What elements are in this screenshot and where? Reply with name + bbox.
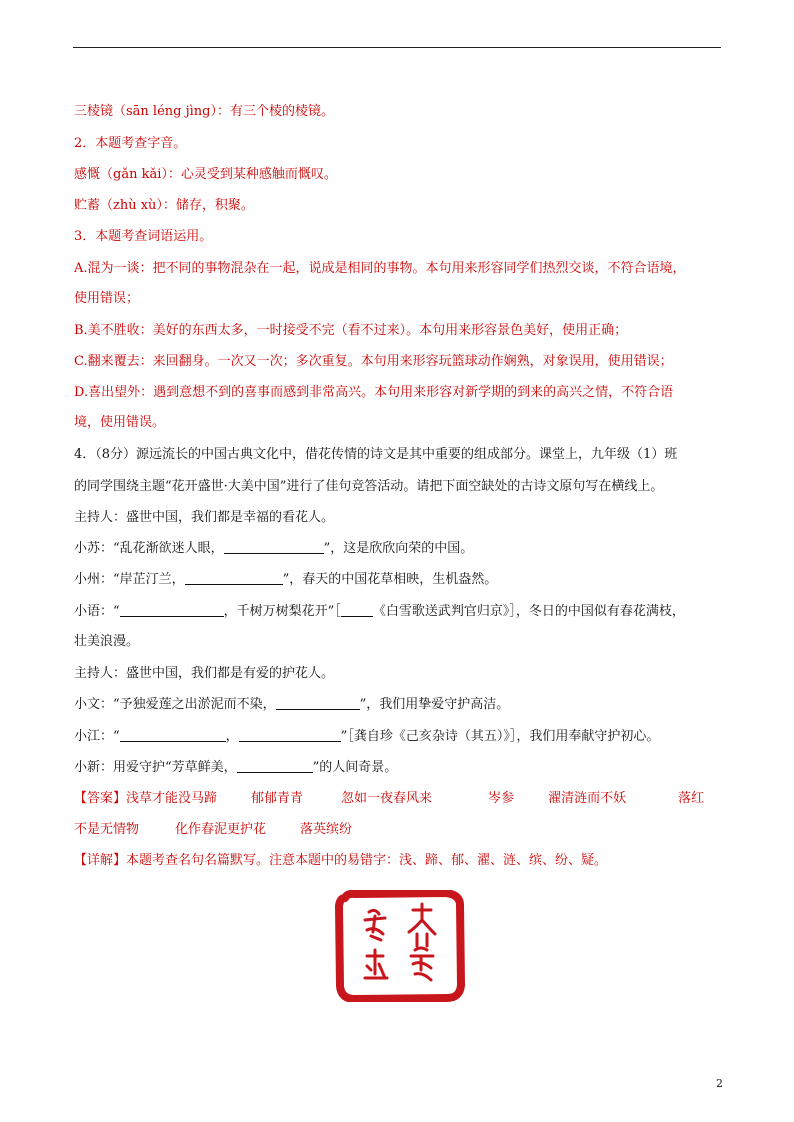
blank-7 <box>239 728 341 742</box>
answer-item: 不是无情物 <box>74 822 140 837</box>
xin-text-b: ”的人间奇景。 <box>312 760 398 775</box>
question-intro-1: 4．（8分）源远流长的中国古典文化中，借花传情的诗文是其中重要的组成部分。课堂上，九年级（1）班 <box>74 447 678 462</box>
page-number: 2 <box>716 1077 723 1090</box>
blank-3 <box>120 603 224 617</box>
host-line-2: 主持人：盛世中国，我们都是有爱的护花人。 <box>74 666 335 681</box>
host-line-1: 主持人：盛世中国，我们都是幸福的看花人。 <box>74 510 335 525</box>
blank-8 <box>237 759 313 773</box>
answer-item: 化作春泥更护花 <box>175 822 267 837</box>
su-line <box>74 540 724 558</box>
answer-row-2 <box>74 821 724 839</box>
detail-label: 【详解】 <box>74 853 127 868</box>
answer-item: 忽如一夜春风来 <box>341 791 433 806</box>
wen-line <box>74 696 724 714</box>
answer-line-1: 三棱镜（sān léng jìng）：有三个棱的棱镜。 <box>74 104 334 119</box>
answer-item: 浅草才能没马蹄 <box>126 791 218 806</box>
answer-line-2: 2．本题考查字音。 <box>74 136 187 151</box>
blank-1 <box>224 540 324 554</box>
jiang-text-c: ”［龚自珍《己亥杂诗（其五）》］，我们用奉献守护初心。 <box>340 729 660 744</box>
answer-item: 落英缤纷 <box>300 822 353 837</box>
wen-text-a: 小文：“予独爱莲之出淤泥而不染， <box>74 697 276 712</box>
answer-line-4: 贮蓄（zhù xù）：储存，积聚。 <box>74 198 254 213</box>
yu-text-b: ，千树万树梨花开”［ <box>223 604 341 619</box>
blank-5 <box>276 696 360 710</box>
detail-text: 本题考查名句名篇默写。注意本题中的易错字：浅、蹄、郁、濯、涟、缤、纷、疑。 <box>126 853 608 868</box>
su-text-b: ”，这是欣欣向荣的中国。 <box>323 541 474 556</box>
answer-item: 岑参 <box>488 791 515 806</box>
blank-4 <box>341 603 373 617</box>
question-intro-2: 的同学围绕主题“花开盛世·大美中国”进行了佳句竞答活动。请把下面空缺处的古诗文原句写在横线上。 <box>74 479 664 494</box>
yu-line-cont: 壮美浪漫。 <box>74 634 140 649</box>
answer-item: 落红 <box>678 791 705 806</box>
answer-line-11: 境，使用错误。 <box>74 415 166 430</box>
answer-line-8: B.美不胜收：美好的东西太多，一时接受不完（看不过来）。本句用来形容景色美好，使用正确； <box>74 323 628 338</box>
header-rule <box>73 47 721 48</box>
wen-text-b: ”，我们用挚爱守护高洁。 <box>359 697 510 712</box>
answer-label: 【答案】 <box>74 791 127 806</box>
zhou-text-a: 小州：“岸芷汀兰， <box>74 572 185 587</box>
answer-line-10: D.喜出望外：遇到意想不到的喜事而感到非常高兴。本句用来形容对新学期的到来的高兴之情，不符合语 <box>74 385 674 400</box>
xin-text-a: 小新：用爱守护“芳草鲜美， <box>74 760 237 775</box>
jiang-text-a: 小江：“ <box>74 729 120 744</box>
blank-6 <box>120 728 226 742</box>
xin-line <box>74 759 724 777</box>
yu-line <box>74 603 724 621</box>
yu-text-a: 小语：“ <box>74 604 120 619</box>
answer-row-1 <box>74 790 724 808</box>
answer-line-3: 感慨（gǎn kǎi）：心灵受到某种感触而慨叹。 <box>74 167 337 182</box>
detail-line <box>74 852 724 870</box>
zhou-text-b: ”，春天的中国花草相映，生机盎然。 <box>282 572 498 587</box>
answer-line-9: C.翻来覆去：来回翻身。一次又一次；多次重复。本句用来形容玩篮球动作娴熟，对象误用，使用错误； <box>74 354 673 369</box>
zhou-line <box>74 571 724 589</box>
blank-2 <box>185 571 283 585</box>
yu-text-c: 《白雪歌送武判官归京》］，冬日的中国似有春花满枝， <box>372 604 685 619</box>
answer-line-6: A.混为一谈：把不同的事物混杂在一起，说成是相同的事物。本句用来形容同学们热烈交谈，不符合语境， <box>74 261 686 276</box>
answer-item: 濯清涟而不妖 <box>548 791 627 806</box>
seal-stamp-icon <box>335 890 465 1002</box>
jiang-text-b: ， <box>225 729 239 744</box>
answer-line-5: 3．本题考查词语运用。 <box>74 229 213 244</box>
su-text-a: 小苏：“乱花渐欲迷人眼， <box>74 541 224 556</box>
answer-item: 郁郁青青 <box>251 791 304 806</box>
answer-line-7: 使用错误； <box>74 291 140 306</box>
jiang-line <box>74 728 724 746</box>
